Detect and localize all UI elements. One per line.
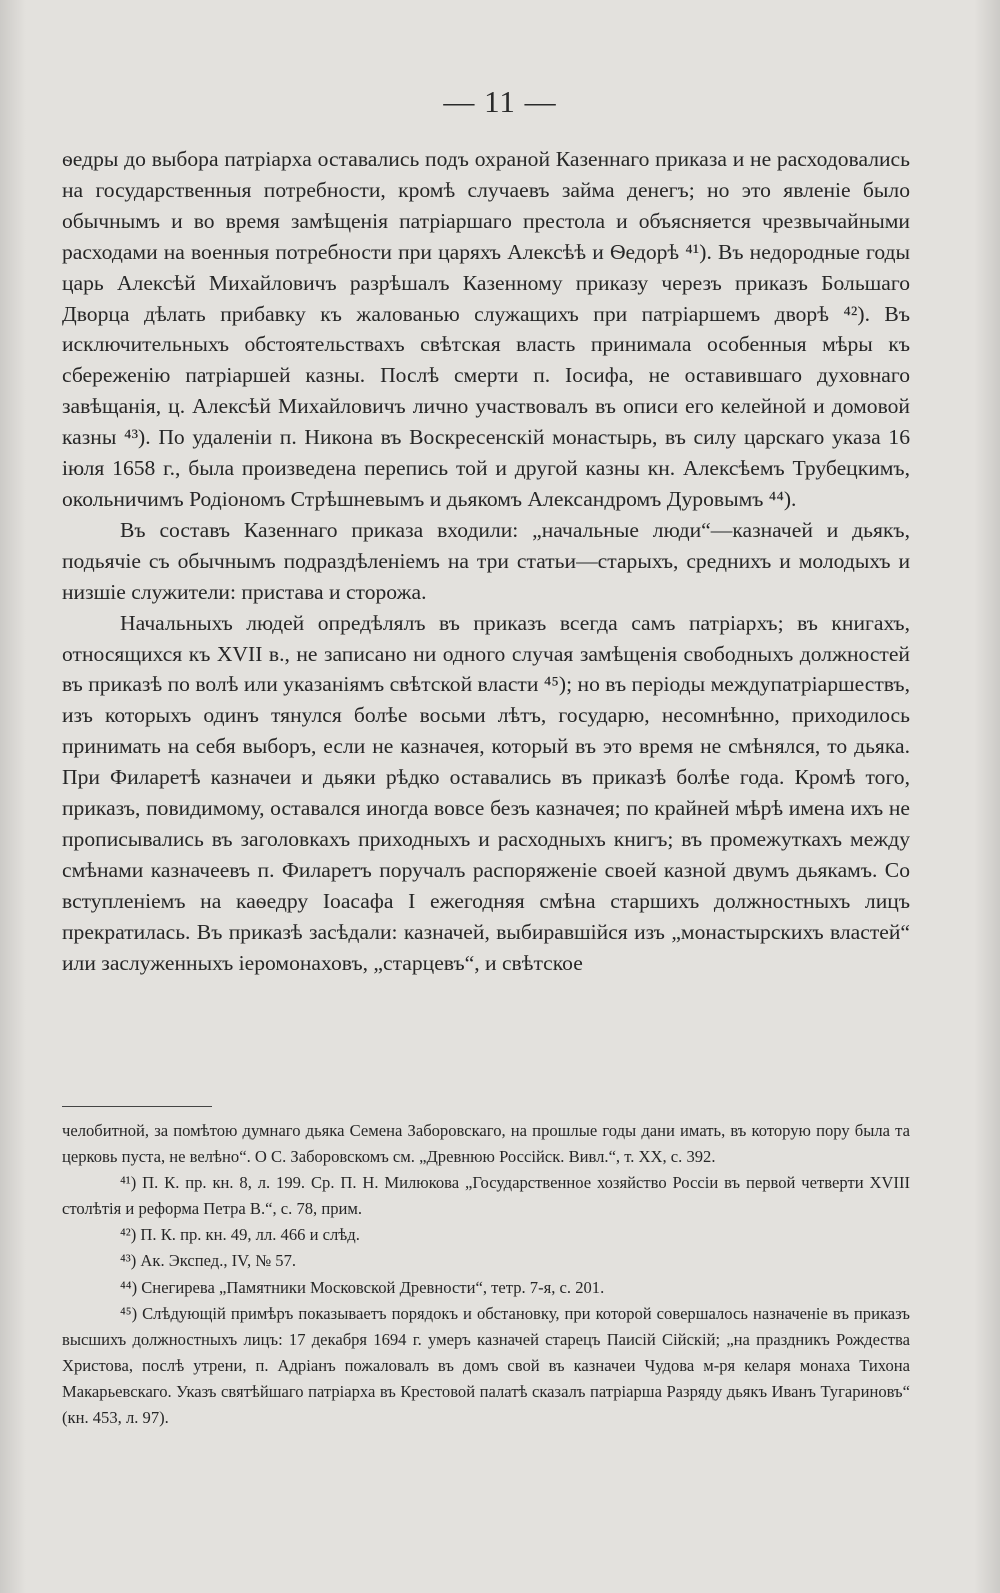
main-text	[62, 144, 910, 978]
footnote-41: ⁴¹) П. К. пр. кн. 8, л. 199. Ср. П. Н. Милюкова „Государственное хозяйство Россіи въ первой четверти XVIII столѣтія и реформа Петра В.“, с. 78, прим.	[62, 1173, 910, 1219]
footnote-42: ⁴²) П. К. пр. кн. 49, лл. 466 и слѣд.	[120, 1225, 360, 1245]
page-shadow-right	[974, 0, 1000, 1593]
footnote-44: ⁴⁴) Снегирева „Памятники Московской Древности“, тетр. 7-я, с. 201.	[120, 1277, 605, 1297]
page-shadow-left	[0, 0, 26, 1593]
footnote-continuation: челобитной, за помѣтою думнаго дьяка Семена Заборовскаго, на прошлые годы дани имать, въ которую пору была та церковь пуста, не велѣно“. О С. Заборовскомъ см. „Древнюю Россійск. Вивл.“, т. XX, с. 392.	[62, 1121, 910, 1167]
paragraph-2: Въ составъ Казеннаго приказа входили: „начальные люди“—казначей и дьякъ, подьячіе съ обычнымъ подраздѣленіемъ на три статьи—старыхъ, среднихъ и молодыхъ и низшіе служители: пристава и сторожа.	[62, 517, 910, 604]
footnote-separator	[62, 1106, 212, 1107]
page-number: — 11 —	[443, 84, 557, 119]
paragraph-1: ѳедры до выбора патріарха оставались подъ охраной Казеннаго приказа и не расходовались на государственныя потребности, кромѣ случаевъ займа денегъ; но это явленіе было обычнымъ и во время замѣщенія патріаршаго престола и объясняется чрезвычайными расходами на военныя потребности при царяхъ Алексѣѣ и Ѳедорѣ ⁴¹). Въ недородные годы царь Алексѣй Михайловичъ разрѣшалъ Казенному приказу черезъ приказъ Большаго Дворца дѣлать прибавку къ жалованью служащихъ при патріаршемъ дворѣ ⁴²). Въ исключительныхъ обстоятельствахъ свѣтская власть принимала особенныя мѣры къ сбереженію патріаршей казны. Послѣ смерти п. Іосифа, не оставившаго духовнаго завѣщанія, ц. Алексѣй Михайловичъ лично участвовалъ въ описи его келейной и домовой казны ⁴³). По удаленіи п. Никона въ Воскресенскій монастырь, въ силу царскаго указа 16 іюля 1658 г., была произведена перепись той и другой казны кн. Алексѣемъ Трубецкимъ, окольничимъ Родіономъ Стрѣшневымъ и дьякомъ Александромъ Дуровымъ ⁴⁴).	[62, 147, 910, 511]
paragraph-3: Начальныхъ людей опредѣлялъ въ приказъ всегда самъ патріархъ; въ книгахъ, относящихся къ XVII в., не записано ни одного случая замѣщенія свободныхъ должностей въ приказѣ по волѣ или указаніямъ свѣтской власти ⁴⁵); но въ періоды междупатріаршествъ, изъ которыхъ одинъ тянулся болѣе восьми лѣтъ, государю, несомнѣнно, приходилось принимать на себя выборъ, если не казначея, который въ это время не смѣнялся, то дьяка. При Филаретѣ казначеи и дьяки рѣдко оставались въ приказѣ болѣе года. Кромѣ того, приказъ, повидимому, оставался иногда вовсе безъ казначея; по крайней мѣрѣ имена ихъ не прописывались въ заголовкахъ приходныхъ и расходныхъ книгъ; въ промежуткахъ между смѣнами казначеевъ п. Филаретъ поручалъ распоряженіе своей казной двумъ дьякамъ. Со вступленіемъ на каѳедру Іоасафа I ежегодняя смѣна старшихъ должностныхъ лицъ прекратилась. Въ приказѣ засѣдали: казначей, выбиравшійся изъ „монастырскихъ властей“ или заслуженныхъ іеромонаховъ, „старцевъ“, и свѣтское	[62, 610, 910, 975]
footnotes	[62, 1118, 910, 1431]
footnote-43: ⁴³) Ак. Экспед., IV, № 57.	[120, 1251, 297, 1271]
footnote-45: ⁴⁵) Слѣдующій примѣръ показываетъ порядокъ и обстановку, при которой совершалось назначеніе въ приказъ высшихъ должностныхъ лицъ: 17 декабря 1694 г. умеръ казначей старецъ Паисій Сійскій; „на праздникъ Рождества Христова, послѣ утрени, п. Адріанъ пожаловалъ въ домъ свой въ казначеи Чудова м-ря келаря монаха Тихона Макарьевскаго. Указъ святѣйшаго патріарха въ Крестовой палатѣ сказалъ патріарша Разряду дьякъ Иванъ Тугариновъ“ (кн. 453, л. 97).	[62, 1303, 910, 1428]
